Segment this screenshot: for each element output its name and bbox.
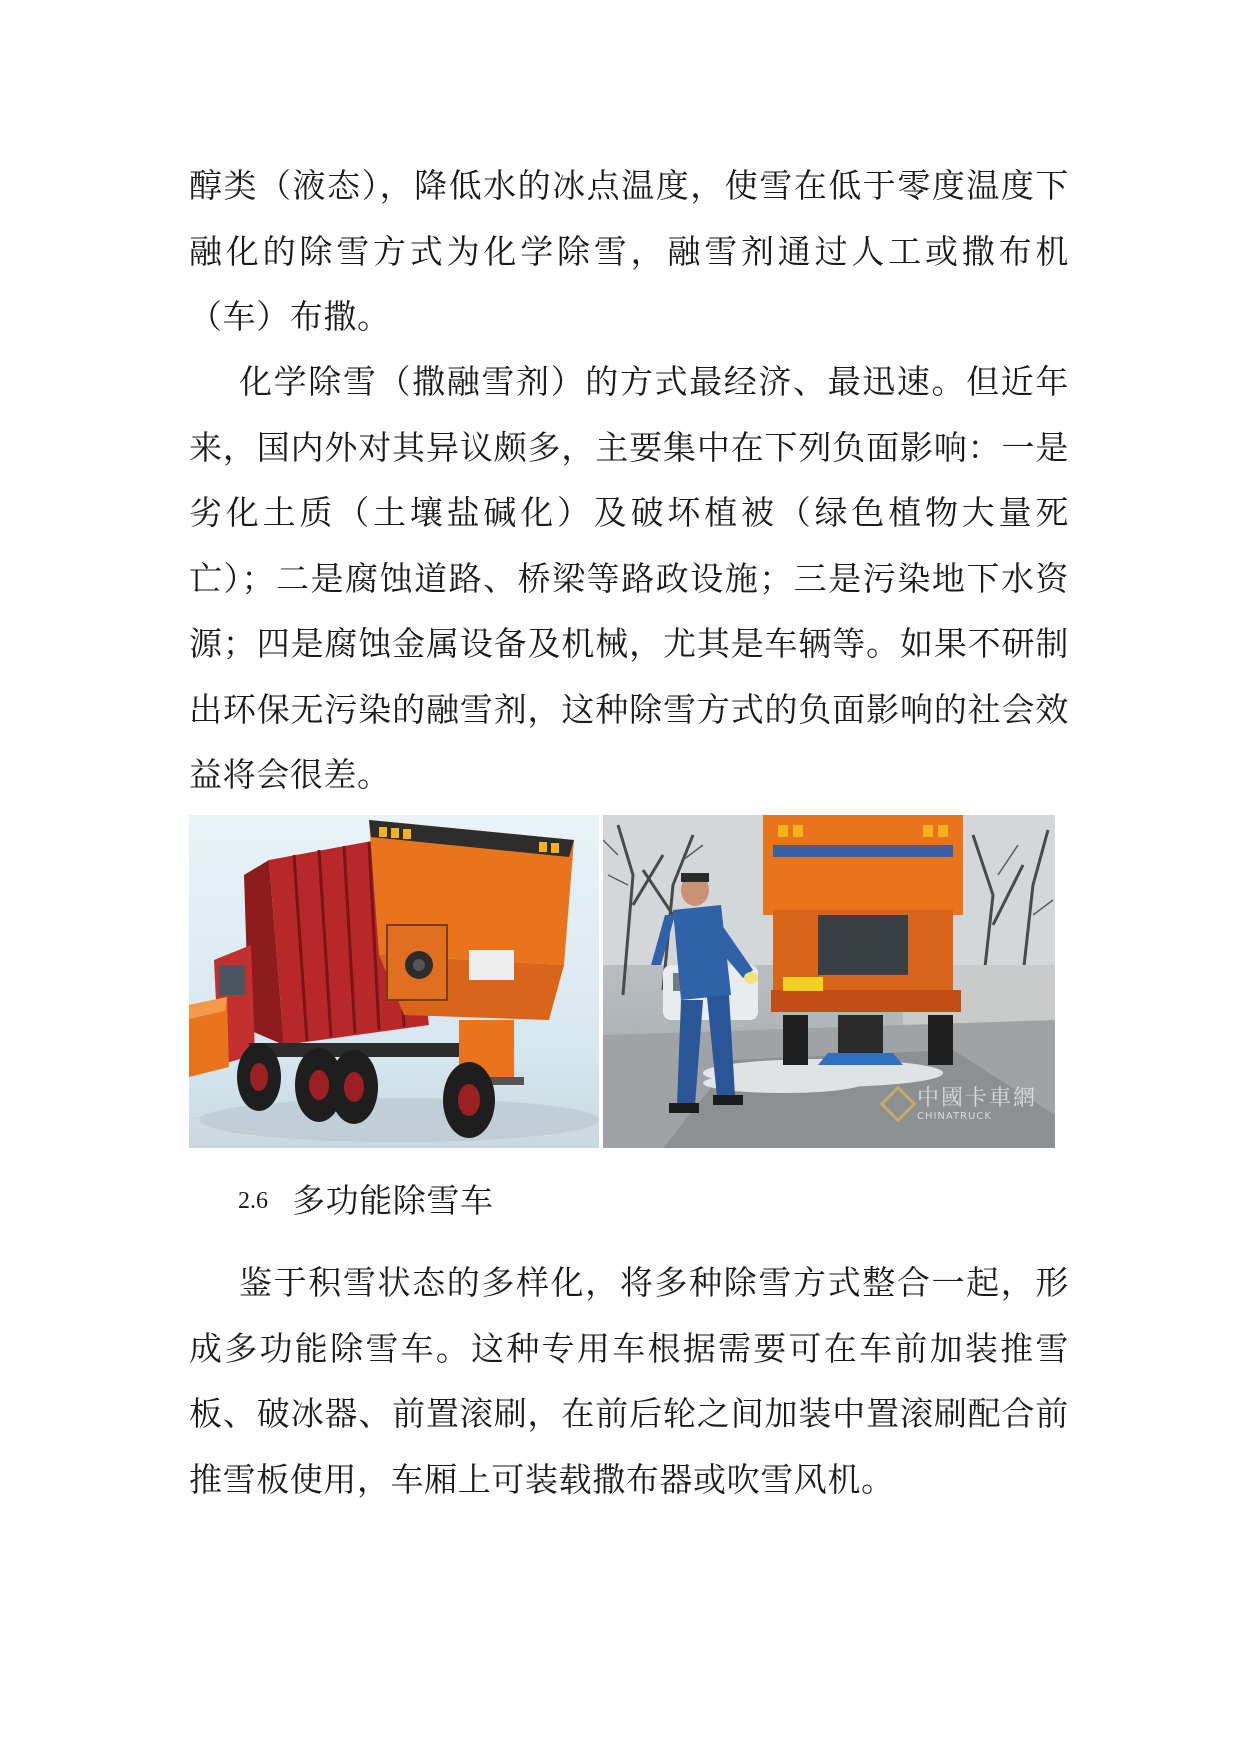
- paragraph-chemical-deicing-definition: 醇类（液态），降低水的冰点温度，使雪在低于零度温度下融化的除雪方式为化学除雪，融雪剂通过人工或撒布机（车）布撒。: [189, 166, 1069, 336]
- paragraph-chemical-deicing-impacts: 化学除雪（撒融雪剂）的方式最经济、最迅速。但近年来，国内外对其异议颇多，主要集中在下列负面影响：一是劣化土质（土壤盐碱化）及破坏植被（绿色植物大量死亡）；二是腐蚀道路、桥梁等路政设施；三是污染地下水资源；四是腐蚀金属设备及机械，尤其是车辆等。如果不研制出环保无污染的融雪剂，这种除雪方式的负面影响的社会效益将会很差。: [189, 362, 1069, 794]
- watermark-text: 中國卡車網: [916, 1085, 1037, 1111]
- salt-spreading-street-photo: [603, 815, 1055, 1148]
- watermark-logo: [885, 1087, 1037, 1122]
- figure-snow-removal-photos: [189, 815, 1055, 1148]
- paragraph-multifunction-snow-vehicle: 鉴于积雪状态的多样化，将多种除雪方式整合一起，形成多功能除雪车。这种专用车根据需要可在车前加装推雪板、破冰器、前置滚刷，在前后轮之间加装中置滚刷配合前推雪板使用，车厢上可装载撒布器或吹雪风机。: [189, 1263, 1069, 1499]
- snow-spreader-truck-illustration: [189, 815, 599, 1148]
- watermark-cube-icon: [880, 1086, 917, 1123]
- snow-spreader-truck-photo: [189, 815, 599, 1148]
- watermark-subtext: CHINATRUCK: [916, 1111, 992, 1122]
- section-heading: [238, 1167, 494, 1229]
- section-number: 2.6: [238, 1187, 268, 1214]
- section-title: 多功能除雪车: [292, 1180, 494, 1220]
